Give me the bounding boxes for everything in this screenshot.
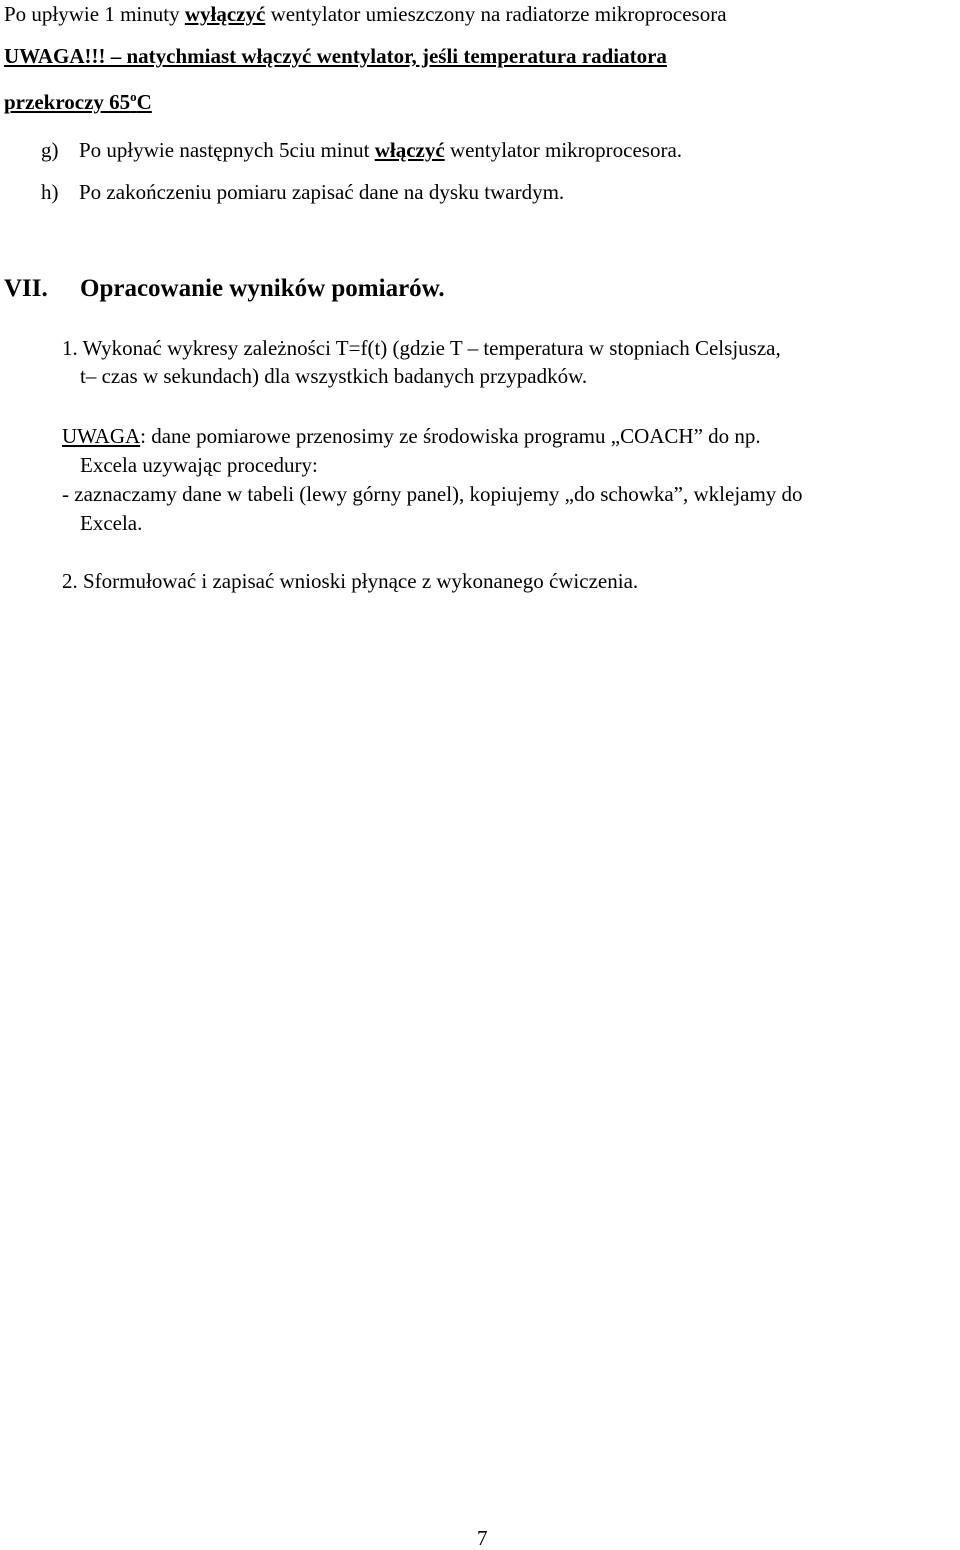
page-number: 7 xyxy=(477,1526,488,1550)
note-line-4: Excela. xyxy=(80,511,143,535)
section-number: VII. xyxy=(4,275,48,302)
step-h xyxy=(41,182,564,203)
note-line-1 xyxy=(62,426,761,447)
task-2: 2. Sformułować i zapisać wnioski płynące z wykonanego ćwiczenia. xyxy=(62,569,639,593)
note-line-3: - zaznaczamy dane w tabeli (lewy górny panel), kopiujemy „do schowka”, wklejamy do xyxy=(62,482,803,506)
task-1-line-1: 1. Wykonać wykresy zależności T=f(t) (gdzie T – temperatura w stopniach Celsjusza, xyxy=(62,336,781,360)
task-1-line-2: t– czas w sekundach) dla wszystkich badanych przypadków. xyxy=(80,364,588,388)
note-label: UWAGA xyxy=(62,424,141,448)
emphasis-turn-off: wyłączyć xyxy=(184,2,266,26)
emphasis-turn-on: włączyć xyxy=(374,138,445,162)
step-g xyxy=(41,140,682,161)
degree-symbol: o xyxy=(130,88,137,104)
step-h-label: h) xyxy=(41,180,59,204)
section-title: Opracowanie wyników pomiarów. xyxy=(80,275,445,302)
instruction-text: Po upływie 1 minuty xyxy=(4,2,185,26)
warning-threshold-unit: C xyxy=(136,90,152,114)
section-heading xyxy=(4,276,445,301)
step-g-text: Po upływie następnych 5ciu minut xyxy=(79,138,375,162)
step-g-label: g) xyxy=(41,138,59,162)
instruction-line-fan-off xyxy=(4,4,727,25)
warning-threshold xyxy=(4,88,152,114)
instruction-text: wentylator umieszczony na radiatorze mikroprocesora xyxy=(265,2,727,26)
warning-threshold-text: przekroczy 65 xyxy=(4,90,131,114)
note-text: : dane pomiarowe przenosimy ze środowiska programu „COACH” do np. xyxy=(140,424,761,448)
step-h-text: Po zakończeniu pomiaru zapisać dane na dysku twardym. xyxy=(79,180,565,204)
note-line-2: Excela uzywając procedury: xyxy=(80,453,318,477)
step-g-text-end: wentylator mikroprocesora. xyxy=(444,138,683,162)
warning-line: UWAGA!!! – natychmiast włączyć wentylator, jeśli temperatura radiatora xyxy=(4,44,667,68)
